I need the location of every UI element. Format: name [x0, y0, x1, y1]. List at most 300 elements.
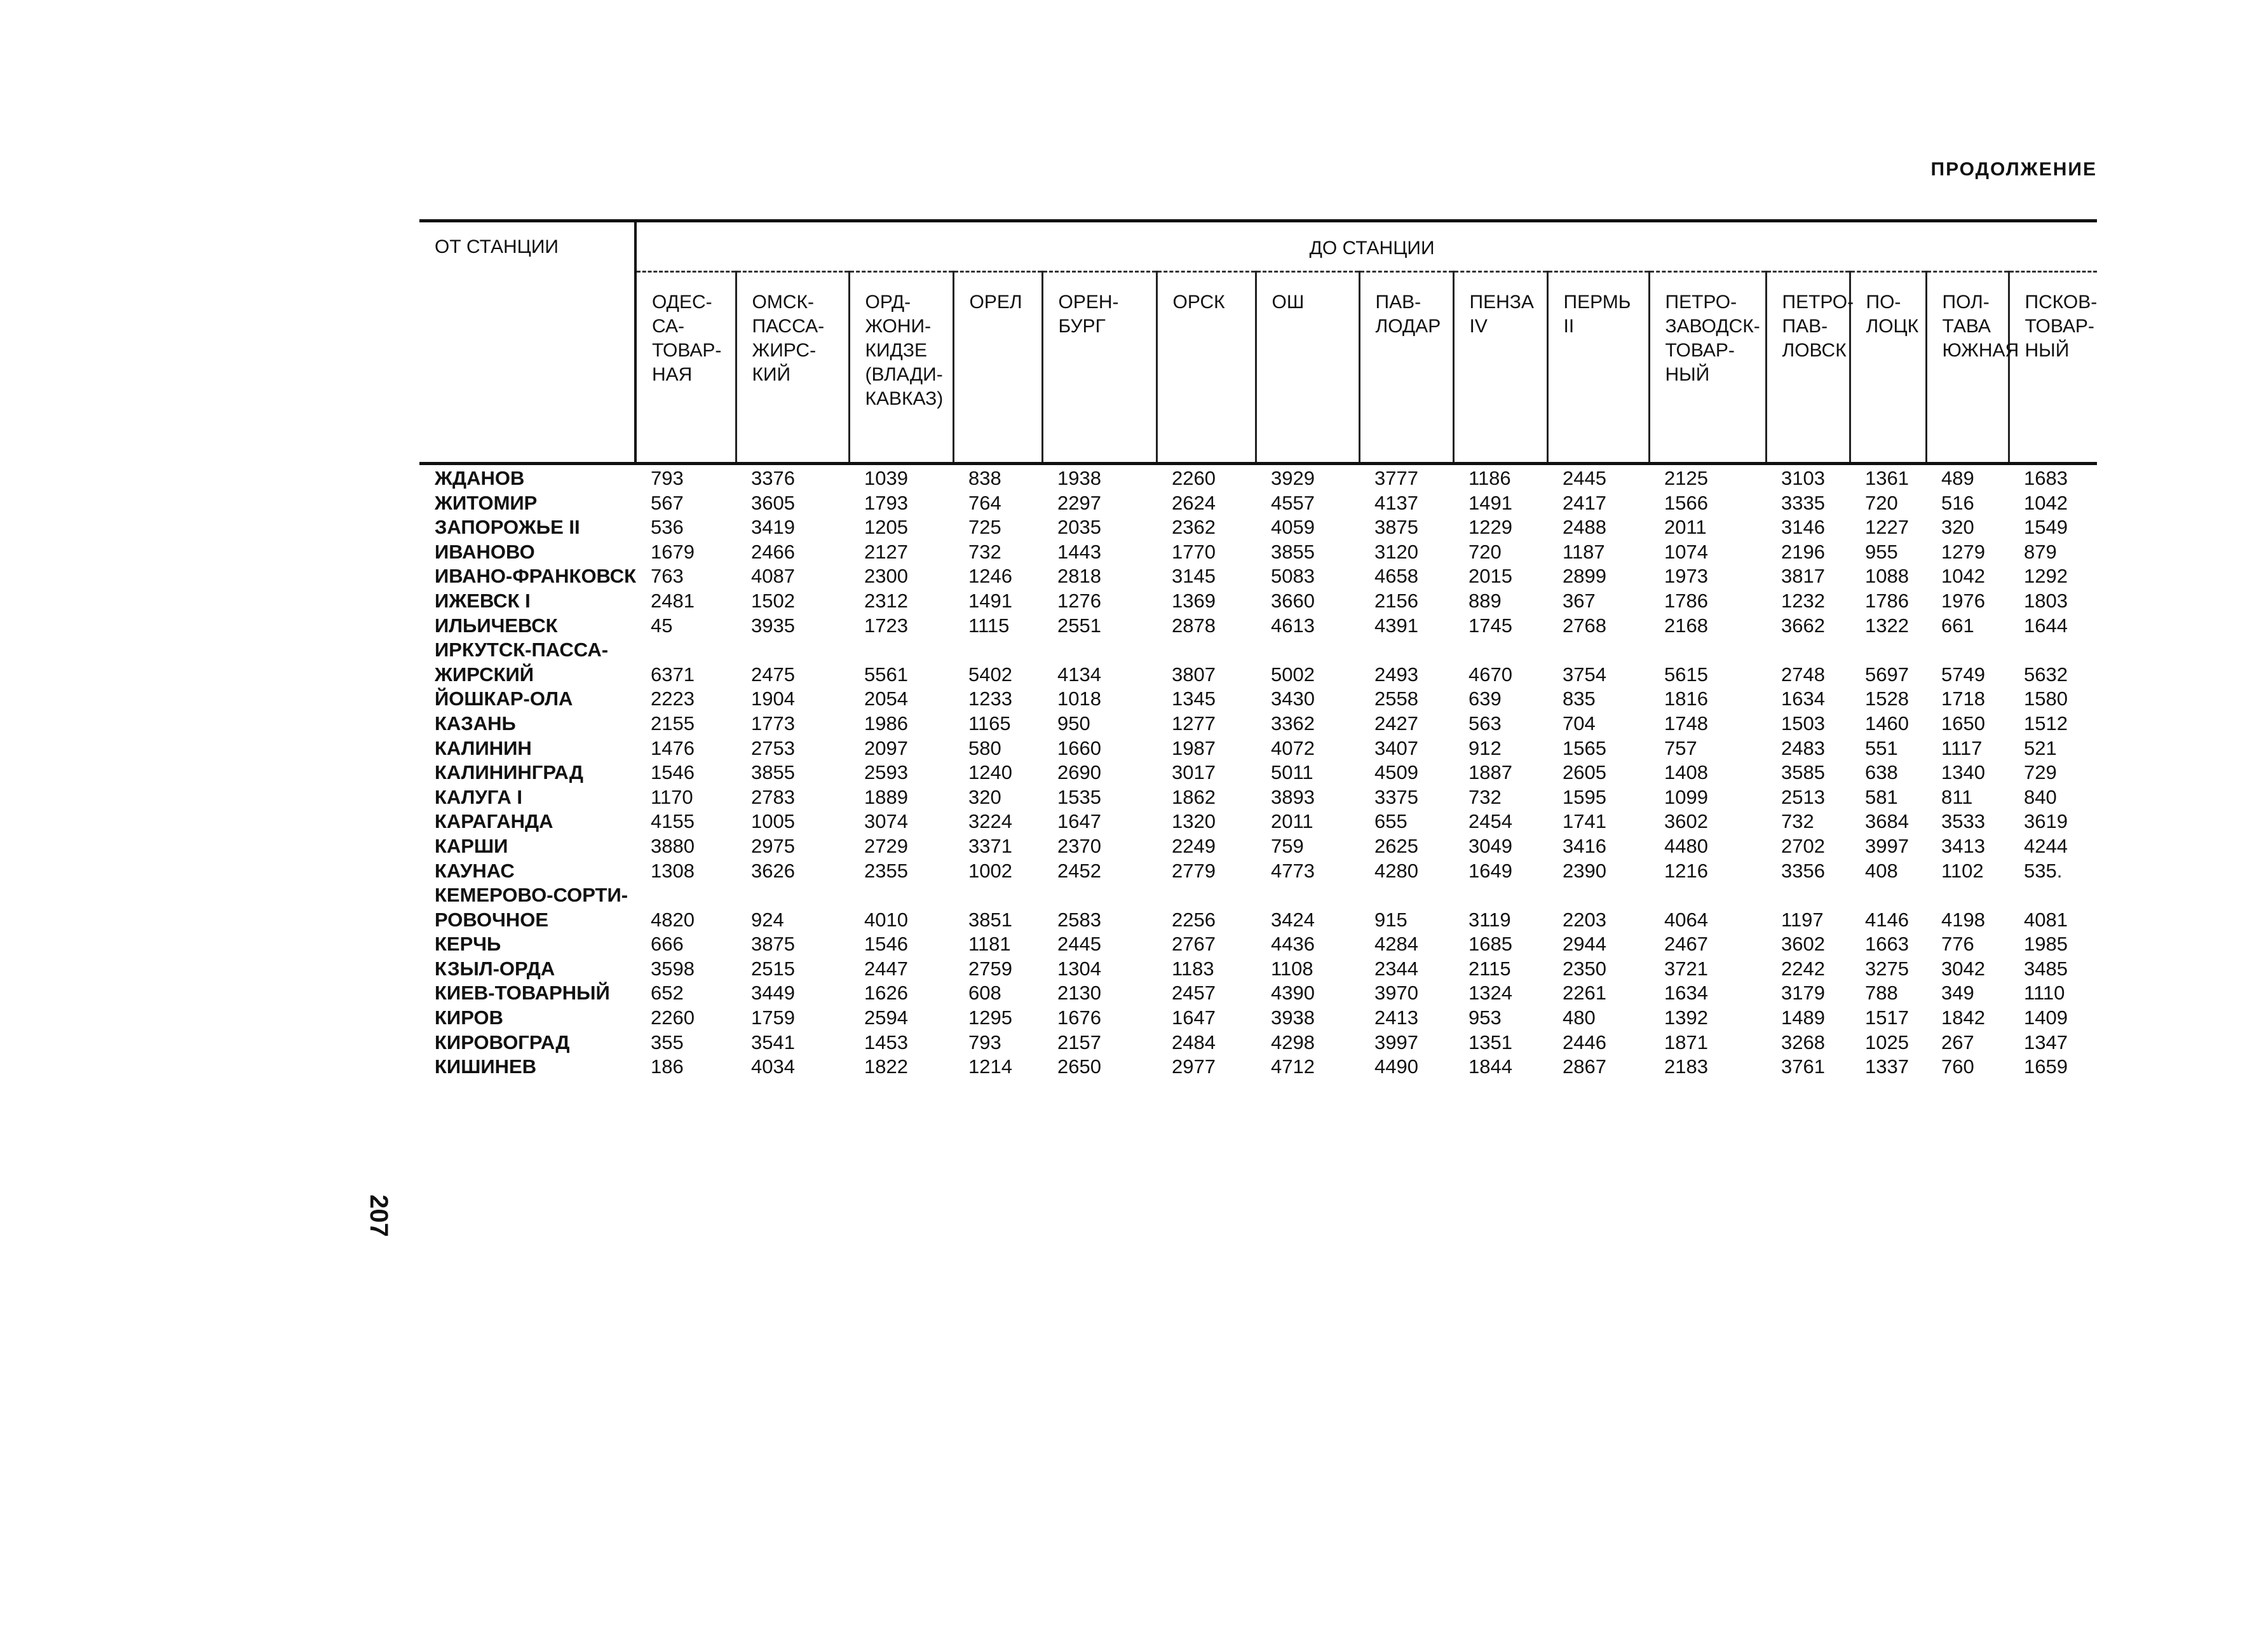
distance-cell: 1102 [1941, 859, 1984, 882]
distance-cell: 580 [968, 736, 1001, 759]
station-name-line: КИШИНЕВ [435, 1055, 537, 1078]
table-row [419, 687, 2097, 712]
distance-cell: 5749 [1941, 663, 1985, 686]
distance-cell: 2467 [1664, 933, 1708, 956]
distance-cell: 1679 [651, 540, 695, 563]
distance-cell: 3880 [651, 834, 695, 857]
destination-column-header: ОРЕН- БУРГ [1042, 272, 1157, 464]
distance-cell: 1528 [1865, 687, 1909, 710]
table-row [419, 589, 2097, 614]
distance-cell: 4064 [1664, 908, 1708, 931]
distance-cell: 652 [651, 982, 684, 1005]
distance-cell: 704 [1563, 712, 1596, 735]
distance-cell: 2729 [864, 834, 908, 857]
distance-cell: 1842 [1941, 1006, 1985, 1029]
distance-cell: 4557 [1271, 491, 1315, 514]
distance-cell: 3851 [968, 908, 1012, 931]
distance-cell: 267 [1941, 1031, 1974, 1053]
distance-cell: 1580 [2024, 687, 2068, 710]
table-row [419, 834, 2097, 859]
distance-cell: 1216 [1664, 859, 1708, 882]
distance-cell: 2975 [751, 834, 795, 857]
distance-cell: 1345 [1172, 687, 1216, 710]
distance-cell: 2097 [864, 736, 908, 759]
distance-cell: 1232 [1781, 589, 1825, 612]
distance-cell: 1723 [864, 614, 908, 637]
station-name-line: КАЛИНИН [435, 736, 532, 759]
distance-cell: 1566 [1664, 491, 1708, 514]
from-station-name [419, 491, 635, 516]
distance-cell: 1042 [1941, 565, 1985, 588]
distance-cell: 1718 [1941, 687, 1985, 710]
distance-cell: 3485 [2024, 957, 2068, 980]
destination-column-header: ОШ [1256, 272, 1359, 464]
distance-cell: 1197 [1781, 908, 1824, 931]
distance-cell: 4137 [1374, 491, 1418, 514]
station-name-line: ЖДАНОВ [435, 467, 525, 489]
distance-cell: 811 [1941, 785, 1973, 808]
distance-cell: 1183 [1172, 957, 1214, 980]
distance-cell: 1489 [1781, 1006, 1825, 1029]
distance-cell: 2475 [751, 663, 795, 686]
distance-cell: 2867 [1563, 1055, 1606, 1078]
distance-cell: 3855 [1271, 540, 1315, 563]
distance-cell: 1304 [1057, 957, 1101, 980]
distance-cell: 5615 [1664, 663, 1708, 686]
station-name-line: ИВАНОВО [435, 540, 535, 563]
distance-cell: 3074 [864, 810, 908, 833]
distance-cell: 638 [1865, 761, 1898, 784]
distance-cell: 3017 [1172, 761, 1216, 784]
distance-cell: 1822 [864, 1055, 908, 1078]
distance-cell: 1277 [1172, 712, 1216, 735]
distance-cell: 912 [1469, 736, 1502, 759]
table-row [419, 540, 2097, 565]
distance-cell: 1361 [1850, 464, 1926, 491]
distance-cell: 3817 [1781, 565, 1825, 588]
distance-cell: 551 [1865, 736, 1898, 759]
distance-cell: 1773 [751, 712, 795, 735]
distance-cell: 1214 [968, 1055, 1012, 1078]
distance-cell: 480 [1563, 1006, 1596, 1029]
distance-cell: 3541 [751, 1031, 795, 1053]
distance-cell: 1115 [968, 614, 1010, 637]
distance-cell: 1088 [1865, 565, 1909, 588]
destination-column-header: ОРД- ЖОНИ- КИДЗЕ (ВЛАДИ- КАВКАЗ) [849, 272, 953, 464]
distance-cell: 1227 [1865, 516, 1909, 539]
distance-cell: 1546 [864, 933, 908, 956]
distance-cell: 3103 [1766, 464, 1850, 491]
distance-cell: 2445 [1057, 933, 1101, 956]
distance-cell: 1741 [1563, 810, 1606, 833]
distance-cell: 367 [1563, 589, 1596, 612]
destination-column-header: ПЕТРО- ЗАВОДСК- ТОВАР- НЫЙ [1649, 272, 1766, 464]
distance-cell: 563 [1469, 712, 1502, 735]
distance-cell: 2300 [864, 565, 908, 588]
from-station-name [419, 761, 635, 785]
distance-cell: 3533 [1941, 810, 1985, 833]
distance-cell: 349 [1941, 982, 1974, 1005]
distance-cell: 1110 [2024, 982, 2065, 1005]
distance-cell: 2768 [1563, 614, 1606, 637]
distance-cell: 720 [1469, 540, 1502, 563]
distance-cell: 1871 [1664, 1031, 1708, 1053]
distance-cell: 1626 [864, 982, 908, 1005]
distance-cell: 1181 [968, 933, 1011, 956]
distance-cell: 5632 [2024, 663, 2068, 686]
distance-cell: 1517 [1865, 1006, 1909, 1029]
distance-cell: 2390 [1563, 859, 1606, 882]
table-row [419, 515, 2097, 540]
destination-column-header: ПЕНЗА IV [1453, 272, 1547, 464]
distance-cell: 3777 [1359, 464, 1453, 491]
distance-cell: 2748 [1781, 663, 1825, 686]
distance-cell: 4436 [1271, 933, 1315, 956]
distance-cell: 1246 [968, 565, 1012, 588]
distance-cell: 2702 [1781, 834, 1825, 857]
distance-cell: 1295 [968, 1006, 1012, 1029]
table-row [419, 736, 2097, 761]
station-name-line: КИЕВ-ТОВАРНЫЙ [435, 982, 610, 1005]
destination-columns-row [419, 272, 2097, 464]
distance-cell: 2650 [1057, 1055, 1101, 1078]
distance-cell: 1460 [1865, 712, 1909, 735]
distance-cell: 732 [1469, 785, 1502, 808]
distance-cell: 776 [1941, 933, 1974, 956]
table-row [419, 1006, 2097, 1031]
distance-cell: 3619 [2024, 810, 2068, 833]
distance-cell: 732 [968, 540, 1001, 563]
distance-cell: 3419 [751, 516, 795, 539]
distance-cell: 1018 [1057, 687, 1101, 710]
distance-cell: 2350 [1563, 957, 1606, 980]
distance-cell: 3970 [1374, 982, 1418, 1005]
distance-cell: 3424 [1271, 908, 1315, 931]
distance-cell: 4072 [1271, 736, 1315, 759]
distance-cell: 1683 [2009, 464, 2097, 491]
distance-cell: 4134 [1057, 663, 1101, 686]
distance-cell: 3275 [1865, 957, 1909, 980]
distance-cell: 2370 [1057, 834, 1101, 857]
station-name-line: КАРШИ [435, 834, 508, 857]
distance-cell: 2223 [651, 687, 695, 710]
distance-cell: 1663 [1865, 933, 1909, 956]
distance-cell: 1005 [751, 810, 795, 833]
from-station-header: ОТ СТАНЦИИ [419, 221, 635, 464]
distance-cell: 1503 [1781, 712, 1825, 735]
distance-cell: 3335 [1781, 491, 1825, 514]
distance-cell: 3754 [1563, 663, 1606, 686]
distance-cell: 3602 [1664, 810, 1708, 833]
distance-cell: 1308 [651, 859, 695, 882]
distance-cell: 3042 [1941, 957, 1985, 980]
distance-cell: 835 [1563, 687, 1596, 710]
distance-cell: 2054 [864, 687, 908, 710]
distance-cell: 2593 [864, 761, 908, 784]
distance-cell: 1770 [1172, 540, 1216, 563]
distance-cell: 1644 [2024, 614, 2068, 637]
distance-cell: 355 [651, 1031, 684, 1053]
from-station-name [419, 883, 635, 932]
distance-cell: 3875 [751, 933, 795, 956]
distance-cell: 2256 [1172, 908, 1216, 931]
station-name-line: ИВАНО-ФРАНКОВСК [435, 565, 637, 588]
distance-cell: 1634 [1664, 982, 1708, 1005]
distance-cell: 3362 [1271, 712, 1315, 735]
distance-cell: 2767 [1172, 933, 1216, 956]
distance-cell: 1546 [651, 761, 695, 784]
distance-cell: 5011 [1271, 761, 1313, 784]
distance-cell: 3146 [1781, 516, 1825, 539]
table-row [419, 761, 2097, 785]
distance-cell: 1647 [1057, 810, 1101, 833]
distance-cell: 1535 [1057, 785, 1101, 808]
distance-cell: 2551 [1057, 614, 1101, 637]
distance-cell: 1322 [1865, 614, 1909, 637]
distance-cell: 793 [635, 464, 736, 491]
distance-cell: 2157 [1057, 1031, 1101, 1053]
distance-cell: 1985 [2024, 933, 2068, 956]
station-name-line: КАЛУГА I [435, 785, 522, 808]
distance-cell: 1392 [1664, 1006, 1708, 1029]
distance-cell: 5561 [864, 663, 908, 686]
distance-cell: 4613 [1271, 614, 1315, 637]
distance-cell: 1117 [1941, 736, 1983, 759]
distance-cell: 1337 [1865, 1055, 1909, 1078]
distance-cell: 3997 [1865, 834, 1909, 857]
distance-cell: 1276 [1057, 589, 1101, 612]
distance-cell: 2759 [968, 957, 1012, 980]
distance-cell: 3119 [1469, 908, 1511, 931]
distance-cell: 759 [1271, 834, 1304, 857]
distance-cell: 5002 [1271, 663, 1315, 686]
table-header-top-row [419, 221, 2097, 272]
distance-cell: 3935 [751, 614, 795, 637]
distance-cell: 1595 [1563, 785, 1606, 808]
distance-cell: 1512 [2024, 712, 2068, 735]
distance-cell: 3662 [1781, 614, 1825, 637]
from-station-name [419, 859, 635, 884]
distance-cell: 1938 [1042, 464, 1157, 491]
station-name-line: КАУНАС [435, 859, 515, 882]
distance-cell: 2558 [1374, 687, 1418, 710]
distance-cell: 2168 [1664, 614, 1708, 637]
distance-cell: 4034 [751, 1055, 795, 1078]
distance-cell: 2583 [1057, 908, 1101, 931]
distance-cell: 1233 [968, 687, 1012, 710]
destination-column-header: ПАВ- ЛОДАР [1359, 272, 1453, 464]
distance-cell: 1074 [1664, 540, 1708, 563]
distance-cell: 1408 [1664, 761, 1708, 784]
distance-cell: 1409 [2024, 1006, 2068, 1029]
station-name-line: КИРОВОГРАД [435, 1031, 570, 1053]
distance-cell: 1453 [864, 1031, 908, 1053]
distance-cell: 1759 [751, 1006, 795, 1029]
distance-cell: 2447 [864, 957, 908, 980]
distance-cell: 1491 [968, 589, 1012, 612]
continuation-label: ПРОДОЛЖЕНИЕ [1930, 159, 2097, 180]
distance-cell: 4820 [651, 908, 695, 931]
distance-cell: 2260 [1157, 464, 1256, 491]
distance-cell: 2260 [651, 1006, 695, 1029]
distance-cell: 567 [651, 491, 684, 514]
distance-cell: 4155 [651, 810, 695, 833]
destination-column-header: ПСКОВ- ТОВАР- НЫЙ [2025, 292, 2098, 361]
distance-cell: 2249 [1172, 834, 1216, 857]
distance-cell: 1187 [1563, 540, 1605, 563]
table-row [419, 564, 2097, 589]
station-name-line: КАЛИНИНГРАД [435, 761, 583, 784]
distance-cell: 4712 [1271, 1055, 1315, 1078]
distance-cell: 4198 [1941, 908, 1985, 931]
distance-cell: 3893 [1271, 785, 1315, 808]
from-station-name [419, 515, 635, 540]
distance-cell: 1745 [1469, 614, 1512, 637]
distance-cell: 764 [968, 491, 1001, 514]
distance-cell: 2513 [1781, 785, 1825, 808]
distance-cell: 2515 [751, 957, 795, 980]
table-row [419, 809, 2097, 834]
distance-cell: 408 [1865, 859, 1898, 882]
distance-cell: 320 [1941, 516, 1974, 539]
distance-cell: 2355 [864, 859, 908, 882]
distance-cell: 2261 [1563, 982, 1606, 1005]
table-row [419, 491, 2097, 516]
distance-cell: 1292 [2024, 565, 2068, 588]
distance-cell: 1676 [1057, 1006, 1101, 1029]
distance-cell: 1887 [1469, 761, 1512, 784]
distance-cell: 4298 [1271, 1031, 1315, 1053]
distance-cell: 4081 [2024, 908, 2068, 931]
distance-cell: 1351 [1469, 1031, 1512, 1053]
distance-cell: 3997 [1374, 1031, 1418, 1053]
distance-cell: 2125 [1649, 464, 1766, 491]
distance-cell: 4146 [1865, 908, 1909, 931]
distance-cell: 729 [2024, 761, 2057, 784]
distance-cell: 2944 [1563, 933, 1606, 956]
table-row [419, 638, 2097, 687]
distance-cell: 1279 [1941, 540, 1985, 563]
distance-cell: 1660 [1057, 736, 1101, 759]
distance-cell: 3430 [1271, 687, 1315, 710]
distance-cell: 320 [968, 785, 1001, 808]
distance-cell: 2483 [1781, 736, 1825, 759]
distance-cell: 2035 [1057, 516, 1101, 539]
from-station-name [419, 540, 635, 565]
distance-cell: 840 [2024, 785, 2057, 808]
distance-cell: 1347 [2024, 1031, 2068, 1053]
distance-cell: 1443 [1057, 540, 1101, 563]
distance-cell: 2297 [1057, 491, 1101, 514]
distance-cell: 1340 [1941, 761, 1985, 784]
distance-cell: 2344 [1374, 957, 1418, 980]
distance-cell: 1039 [849, 464, 953, 491]
station-name-line: ЙОШКАР-ОЛА [435, 687, 573, 710]
destination-column-header: ОДЕС- СА- ТОВАР- НАЯ [635, 272, 736, 464]
distance-cell: 3585 [1781, 761, 1825, 784]
from-station-name [419, 1031, 635, 1055]
distance-cell: 1659 [2024, 1055, 2068, 1078]
distance-cell: 1803 [2024, 589, 2068, 612]
distance-cell: 1476 [651, 736, 695, 759]
distance-cell: 3145 [1172, 565, 1216, 588]
distance-cell: 2417 [1563, 491, 1606, 514]
destination-column-header: ОМСК- ПАССА- ЖИРС- КИЙ [736, 272, 849, 464]
from-station-name [419, 564, 635, 589]
distance-cell: 1042 [2024, 491, 2068, 514]
from-station-name [419, 1006, 635, 1031]
distance-cell: 3268 [1781, 1031, 1825, 1053]
distance-cell: 2011 [1271, 810, 1313, 833]
distance-cell: 1108 [1271, 957, 1313, 980]
distance-cell: 1491 [1469, 491, 1512, 514]
distance-cell: 1634 [1781, 687, 1825, 710]
distance-cell: 2466 [751, 540, 795, 563]
distance-cell: 608 [968, 982, 1001, 1005]
destination-column-header: ОРЕЛ [953, 272, 1042, 464]
distance-cell: 661 [1941, 614, 1974, 637]
table-row [419, 932, 2097, 957]
from-station-name [419, 785, 635, 810]
distance-cell: 879 [2024, 540, 2057, 563]
distance-cell: 2446 [1563, 1031, 1606, 1053]
from-station-name [419, 589, 635, 614]
destination-column-header: ПО- ЛОЦК [1850, 272, 1926, 464]
distance-cell: 838 [953, 464, 1042, 491]
distance-cell: 720 [1865, 491, 1898, 514]
distance-cell: 1685 [1469, 933, 1512, 956]
from-station-name [419, 687, 635, 712]
distance-cell: 3684 [1865, 810, 1909, 833]
distance-cell: 2452 [1057, 859, 1101, 882]
distance-cell: 1240 [968, 761, 1012, 784]
destination-column-header: ОРСК [1157, 272, 1256, 464]
station-name-line: ЖИРСКИЙ [435, 663, 534, 686]
distance-cell: 1973 [1664, 565, 1708, 588]
distance-cell: 4509 [1374, 761, 1418, 784]
distance-cell: 3120 [1374, 540, 1418, 563]
distance-cell: 6371 [651, 663, 695, 686]
distance-cell: 1649 [1469, 859, 1512, 882]
distance-cell: 1099 [1664, 785, 1708, 808]
distance-cell: 2899 [1563, 565, 1606, 588]
table-row [419, 859, 2097, 884]
distance-cell: 955 [1865, 540, 1898, 563]
distance-cell: 535. [2024, 859, 2063, 882]
table-row [419, 883, 2097, 932]
table-row [419, 785, 2097, 810]
distance-cell: 4391 [1374, 614, 1418, 637]
distance-cell: 639 [1469, 687, 1502, 710]
distance-cell: 5697 [1865, 663, 1909, 686]
distance-cell: 2605 [1563, 761, 1606, 784]
station-name-line: ИРКУТСК-ПАССА- [435, 639, 609, 661]
distance-cell: 4658 [1374, 565, 1418, 588]
distance-cell: 2484 [1172, 1031, 1216, 1053]
station-name-line: ИЖЕВСК I [435, 589, 531, 612]
destination-column-header: ПЕРМЬ II [1547, 272, 1649, 464]
distance-table [419, 219, 2097, 1080]
distance-cell: 516 [1941, 491, 1974, 514]
distance-cell: 1987 [1172, 736, 1216, 759]
distance-cell: 2413 [1374, 1006, 1418, 1029]
distance-cell: 3371 [968, 834, 1012, 857]
distance-cell: 2625 [1374, 834, 1418, 857]
distance-cell: 1844 [1469, 1055, 1512, 1078]
distance-cell: 915 [1374, 908, 1408, 931]
station-name-line: ЖИТОМИР [435, 491, 538, 514]
distance-cell: 4010 [864, 908, 908, 931]
